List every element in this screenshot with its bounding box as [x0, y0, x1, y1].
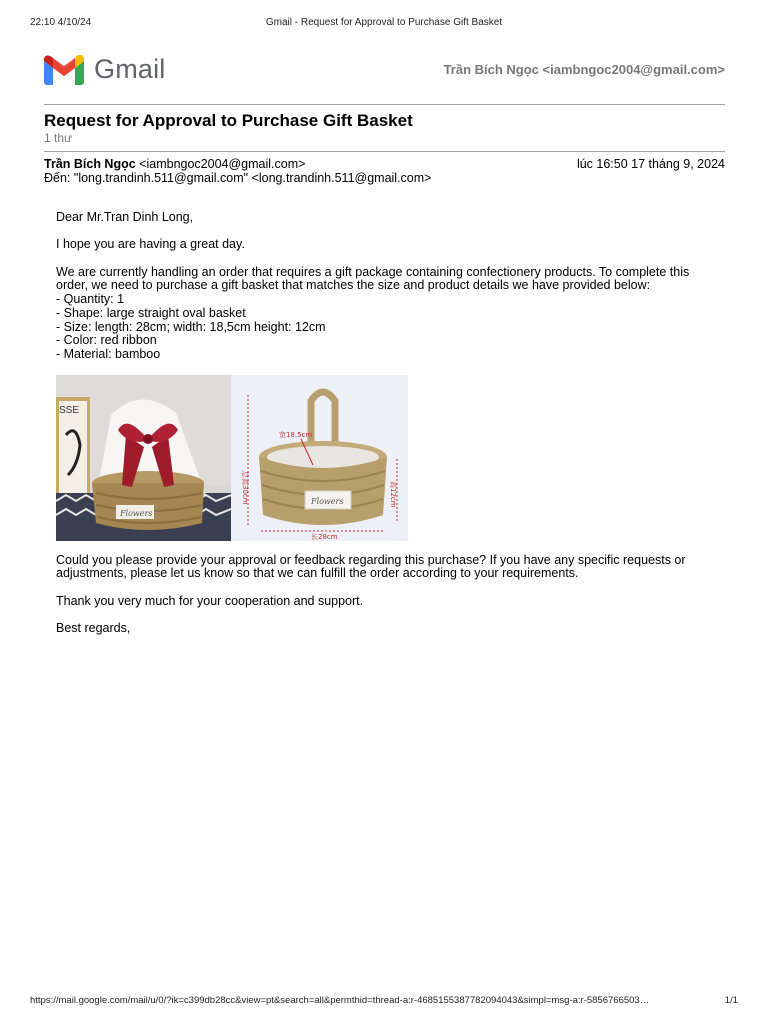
- print-time: 22:10 4/10/24: [30, 17, 92, 28]
- thread-subject: Request for Approval to Purchase Gift Basket: [44, 111, 413, 130]
- list-item: - Size: length: 28cm; width: 18,5cm height: 12cm: [56, 319, 326, 334]
- gift-basket-ribbon-photo[interactable]: [56, 375, 231, 541]
- spec-list: [56, 293, 716, 362]
- gmail-m-icon[interactable]: [44, 55, 84, 85]
- recipient-line: Đến: "long.trandinh.511@gmail.com" <long.trandinh.511@gmail.com>: [44, 171, 432, 185]
- body-paragraph: I hope you are having a great day.: [56, 237, 245, 252]
- dimension-length-label: 长28cm: [311, 532, 338, 541]
- gmail-header: [44, 52, 725, 88]
- gift-basket-dimensions-photo[interactable]: [231, 375, 408, 541]
- message-date: lúc 16:50 17 tháng 9, 2024: [576, 157, 725, 171]
- list-item: - Quantity: 1: [56, 292, 125, 307]
- sender-name: Trần Bích Ngọc: [44, 157, 136, 171]
- account-identity: Trần Bích Ngọc <iambngoc2004@gmail.com>: [443, 62, 725, 77]
- body-paragraph: We are currently handling an order that requires a gift package containing confectionery products. To complete this order, we need to purchase a gift basket that matches the size and product details we have provided below:: [56, 264, 690, 293]
- attached-images: [56, 375, 408, 541]
- closing: Best regards,: [56, 621, 131, 636]
- print-footer: [30, 995, 738, 1009]
- frame-text: SSE: [59, 404, 80, 416]
- body-paragraph: Could you please provide your approval or feedback regarding this purchase? If you have any specific requests or adjustments, please let us know so that we can fulfill the order according to your requirements.: [56, 552, 686, 581]
- gmail-wordmark: Gmail: [94, 54, 166, 84]
- print-header: [30, 17, 738, 31]
- list-item: - Material: bamboo: [56, 347, 161, 361]
- greeting: Dear Mr.Tran Dinh Long,: [56, 210, 194, 224]
- body-paragraph: Thank you very much for your cooperation and support.: [56, 593, 364, 608]
- dimension-total-height-label: 总高30cm: [241, 470, 249, 505]
- list-item: - Shape: large straight oval basket: [56, 305, 246, 320]
- print-page-title: Gmail - Request for Approval to Purchase Gift Basket: [265, 17, 503, 28]
- basket-label: Flowers: [120, 508, 153, 518]
- page-number: 1/1: [724, 995, 738, 1006]
- message-body: [56, 211, 716, 650]
- sender-email: <iambngoc2004@gmail.com>: [139, 157, 306, 171]
- message-count: 1 thư: [44, 131, 73, 145]
- dimension-height-label: 高12cm: [389, 480, 397, 508]
- divider: [44, 151, 725, 152]
- dimension-width-label: 宽18.5cm: [279, 430, 313, 439]
- message-header: [44, 157, 725, 185]
- basket-label: Flowers: [311, 496, 344, 506]
- list-item: - Color: red ribbon: [56, 333, 157, 348]
- divider: [44, 104, 725, 105]
- page-url: https://mail.google.com/mail/u/0/?ik=c399db28cc&view=pt&search=all&permthid=thread-a:r-4685155387782094043&simpl=msg-a:r-5856766503…: [30, 995, 650, 1006]
